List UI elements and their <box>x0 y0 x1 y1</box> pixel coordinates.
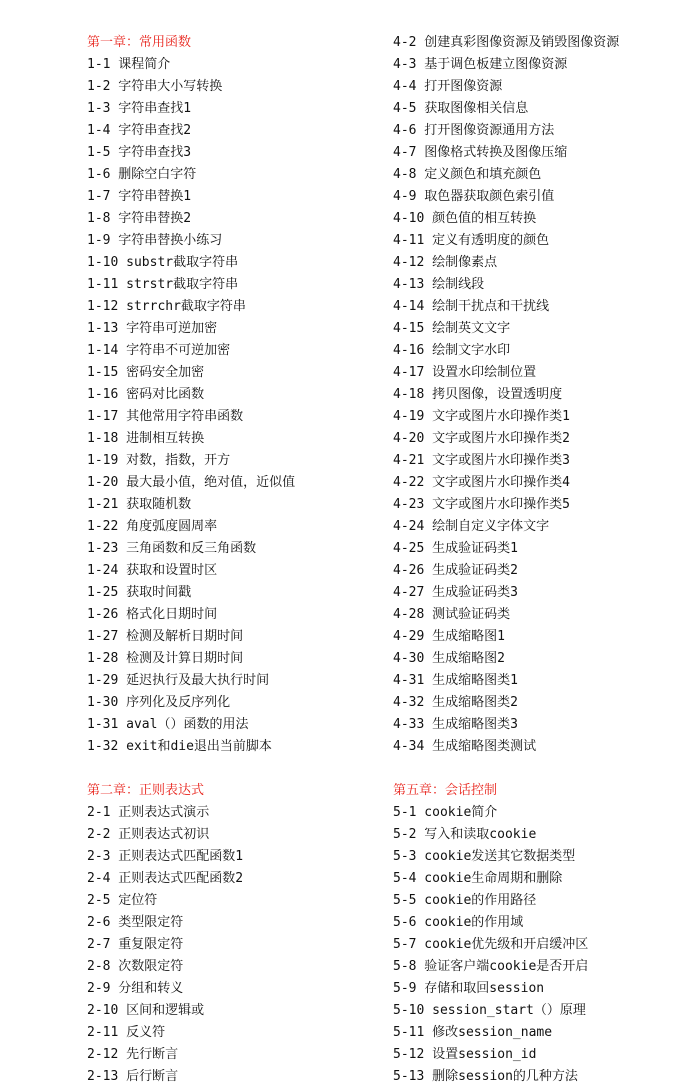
lesson-item: 1-28 检测及计算日期时间 <box>87 651 244 666</box>
chapter-heading: 第五章：会话控制 <box>393 783 498 798</box>
section-spacer <box>87 758 387 780</box>
lesson-item: 1-26 格式化日期时间 <box>87 607 218 622</box>
lesson-item: 1-10 substr截取字符串 <box>87 255 239 270</box>
lesson-item: 5-11 修改session_name <box>393 1025 553 1040</box>
lesson-item: 1-25 获取时间戳 <box>87 585 192 600</box>
lesson-item: 1-16 密码对比函数 <box>87 387 205 402</box>
lesson-item: 4-25 生成验证码类1 <box>393 541 518 556</box>
lesson-item: 1-18 进制相互转换 <box>87 431 205 446</box>
lesson-item: 4-21 文字或图片水印操作类3 <box>393 453 570 468</box>
lesson-item: 5-10 session_start（）原理 <box>393 1003 586 1018</box>
lesson-item: 5-7 cookie优先级和开启缓冲区 <box>393 937 589 952</box>
lesson-item: 1-22 角度弧度圆周率 <box>87 519 218 534</box>
lesson-item: 4-10 颜色值的相互转换 <box>393 211 537 226</box>
lesson-item: 4-31 生成缩略图类1 <box>393 673 518 688</box>
lesson-item: 1-3 字符串查找1 <box>87 101 192 116</box>
lesson-item: 5-2 写入和读取cookie <box>393 827 537 842</box>
lesson-item: 4-29 生成缩略图1 <box>393 629 505 644</box>
lesson-item: 1-8 字符串替换2 <box>87 211 192 226</box>
lesson-item: 4-13 绘制线段 <box>393 277 485 292</box>
lesson-item: 2-3 正则表达式匹配函数1 <box>87 849 244 864</box>
lesson-item: 4-30 生成缩略图2 <box>393 651 505 666</box>
lesson-item: 4-15 绘制英文文字 <box>393 321 511 336</box>
lesson-item: 4-5 获取图像相关信息 <box>393 101 529 116</box>
lesson-item: 4-19 文字或图片水印操作类1 <box>393 409 570 424</box>
lesson-item: 5-6 cookie的作用域 <box>393 915 524 930</box>
lesson-item: 1-14 字符串不可逆加密 <box>87 343 231 358</box>
lesson-item: 2-6 类型限定符 <box>87 915 184 930</box>
lesson-item: 1-15 密码安全加密 <box>87 365 205 380</box>
lesson-item: 2-13 后行断言 <box>87 1069 179 1084</box>
lesson-item: 5-12 设置session_id <box>393 1047 537 1062</box>
lesson-item: 2-10 区间和逻辑或 <box>87 1003 205 1018</box>
lesson-item: 2-7 重复限定符 <box>87 937 184 952</box>
chapter-heading: 第二章：正则表达式 <box>87 783 205 798</box>
lesson-item: 1-27 检测及解析日期时间 <box>87 629 244 644</box>
lesson-item: 1-9 字符串替换小练习 <box>87 233 223 248</box>
lesson-item: 1-17 其他常用字符串函数 <box>87 409 244 424</box>
lesson-item: 2-1 正则表达式演示 <box>87 805 210 820</box>
lesson-item: 4-28 测试验证码类 <box>393 607 511 622</box>
lesson-item: 2-11 反义符 <box>87 1025 166 1040</box>
lesson-item: 2-12 先行断言 <box>87 1047 179 1062</box>
lesson-item: 5-13 删除session的几种方法 <box>393 1069 578 1084</box>
lesson-item: 4-16 绘制文字水印 <box>393 343 511 358</box>
lesson-item: 1-7 字符串替换1 <box>87 189 192 204</box>
chapter-heading: 第一章：常用函数 <box>87 35 192 50</box>
lesson-item: 2-2 正则表达式初识 <box>87 827 210 842</box>
lesson-item: 4-9 取色器获取颜色索引值 <box>393 189 555 204</box>
lesson-item: 1-19 对数，指数，开方 <box>87 453 231 468</box>
lesson-item: 1-21 获取随机数 <box>87 497 192 512</box>
lesson-item: 2-5 定位符 <box>87 893 158 908</box>
lesson-item: 5-5 cookie的作用路径 <box>393 893 537 908</box>
lesson-item: 4-23 文字或图片水印操作类5 <box>393 497 570 512</box>
lesson-item: 1-30 序列化及反序列化 <box>87 695 231 710</box>
lesson-item: 4-20 文字或图片水印操作类2 <box>393 431 570 446</box>
lesson-item: 1-12 strrchr截取字符串 <box>87 299 246 314</box>
lesson-item: 4-12 绘制像素点 <box>393 255 498 270</box>
lesson-item: 4-26 生成验证码类2 <box>393 563 518 578</box>
lesson-item: 5-8 验证客户端cookie是否开启 <box>393 959 589 974</box>
lesson-item: 1-24 获取和设置时区 <box>87 563 218 578</box>
lesson-item: 5-3 cookie发送其它数据类型 <box>393 849 576 864</box>
lesson-item: 1-23 三角函数和反三角函数 <box>87 541 257 556</box>
lesson-item: 5-9 存储和取回session <box>393 981 545 996</box>
lesson-item: 4-4 打开图像资源 <box>393 79 503 94</box>
right-column <box>393 32 693 1088</box>
lesson-item: 1-2 字符串大小写转换 <box>87 79 223 94</box>
lesson-item: 4-34 生成缩略图类测试 <box>393 739 537 754</box>
lesson-item: 4-14 绘制干扰点和干扰线 <box>393 299 550 314</box>
lesson-item: 1-4 字符串查找2 <box>87 123 192 138</box>
lesson-item: 1-6 删除空白字符 <box>87 167 197 182</box>
lesson-item: 4-32 生成缩略图类2 <box>393 695 518 710</box>
lesson-item: 1-5 字符串查找3 <box>87 145 192 160</box>
lesson-item: 2-8 次数限定符 <box>87 959 184 974</box>
lesson-item: 1-29 延迟执行及最大执行时间 <box>87 673 270 688</box>
left-column <box>87 32 387 1088</box>
lesson-item: 4-3 基于调色板建立图像资源 <box>393 57 568 72</box>
lesson-item: 4-18 拷贝图像，设置透明度 <box>393 387 563 402</box>
lesson-item: 2-4 正则表达式匹配函数2 <box>87 871 244 886</box>
lesson-item: 4-27 生成验证码类3 <box>393 585 518 600</box>
lesson-item: 4-7 图像格式转换及图像压缩 <box>393 145 568 160</box>
lesson-item: 1-13 字符串可逆加密 <box>87 321 218 336</box>
lesson-item: 4-2 创建真彩图像资源及销毁图像资源 <box>393 35 620 50</box>
lesson-item: 4-17 设置水印绘制位置 <box>393 365 537 380</box>
lesson-item: 2-9 分组和转义 <box>87 981 184 996</box>
section-spacer <box>393 758 693 780</box>
lesson-item: 5-4 cookie生命周期和删除 <box>393 871 563 886</box>
lesson-item: 1-11 strstr截取字符串 <box>87 277 239 292</box>
lesson-item: 5-1 cookie简介 <box>393 805 498 820</box>
lesson-item: 1-32 exit和die退出当前脚本 <box>87 739 272 754</box>
lesson-item: 4-8 定义颜色和填充颜色 <box>393 167 542 182</box>
lesson-item: 1-20 最大最小值，绝对值，近似值 <box>87 475 296 490</box>
lesson-item: 1-1 课程简介 <box>87 57 171 72</box>
lesson-item: 1-31 aval（）函数的用法 <box>87 717 249 732</box>
lesson-item: 4-11 定义有透明度的颜色 <box>393 233 550 248</box>
lesson-item: 4-33 生成缩略图类3 <box>393 717 518 732</box>
lesson-item: 4-6 打开图像资源通用方法 <box>393 123 555 138</box>
lesson-item: 4-24 绘制自定义字体文字 <box>393 519 550 534</box>
lesson-item: 4-22 文字或图片水印操作类4 <box>393 475 570 490</box>
